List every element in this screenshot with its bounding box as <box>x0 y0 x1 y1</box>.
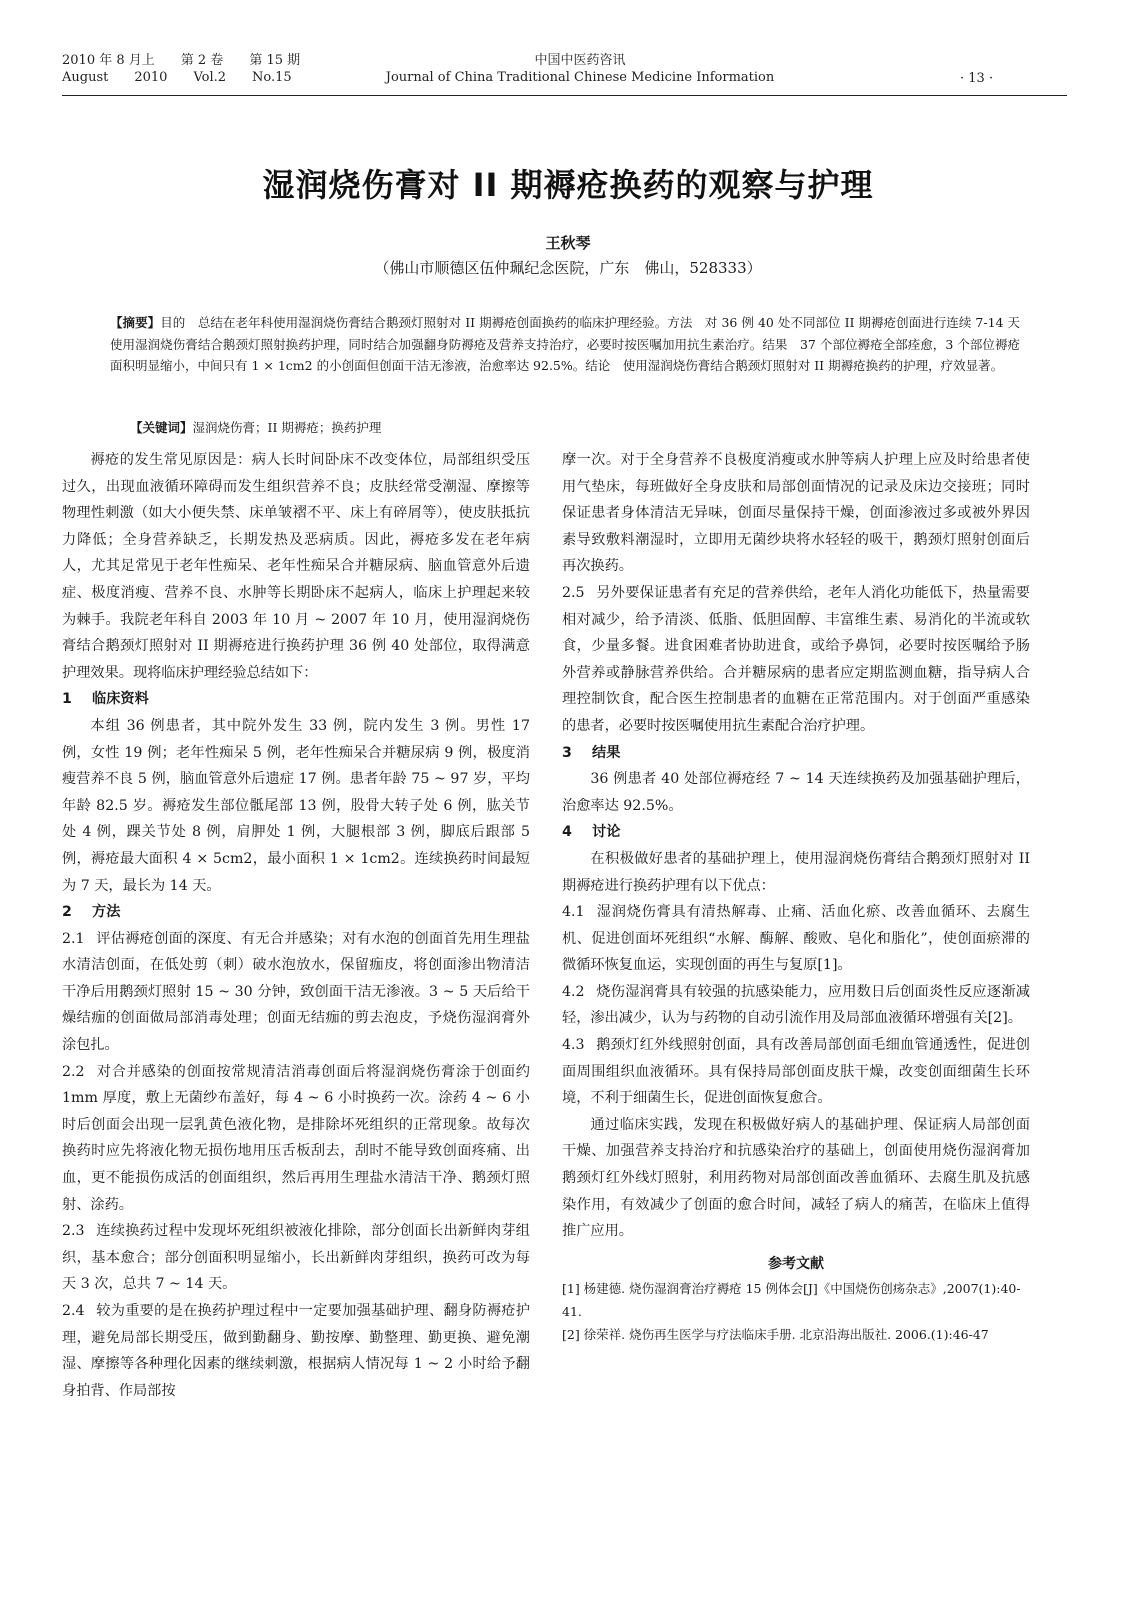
section-number: 3 <box>562 744 572 761</box>
issue-volume-cn: 第 2 卷 <box>180 53 224 68</box>
section-number: 1 <box>62 691 72 708</box>
subsection-text: 较为重要的是在换药护理过程中一定要加强基础护理、翻身防褥疮护理，避免局部长期受压，做到勤翻身、勤按摩、勤整理、勤更换、避免潮湿、摩擦等各种理化因素的继续刺激，根据病人情况每 1 ~ 2 小时给予翻身拍背、作局部按 <box>62 1303 530 1399</box>
section-heading-2 <box>62 899 530 926</box>
subsection-2-5 <box>562 580 1030 740</box>
page-number: · 13 · <box>960 71 994 86</box>
subsection-number: 2.2 <box>62 1063 85 1080</box>
references-heading: 参考文献 <box>768 1255 824 1272</box>
subsection-number: 2.5 <box>562 584 585 601</box>
journal-name-cn: 中国中医药咨讯 <box>534 53 626 68</box>
article-title: 湿润烧伤膏对 II 期褥疮换药的观察与护理 <box>262 166 874 204</box>
reference-item: [1] 杨建德. 烧伤湿润膏治疗褥疮 15 例体会[J]《中国烧伤创疡杂志》,2007(1):40-41. <box>562 1281 1021 1320</box>
subsection-text: 评估褥疮创面的深度、有无合并感染；对有水泡的创面首先用生理盐水清洁创面，在低处剪（刺）破水泡放水，保留痂皮，将创面渗出物清洁干净后用鹅颈灯照射 15 ~ 30 分钟，致创面干洁无渗液。3 ~ 5 天后给干燥结痂的创面做局部消毒处理；创面无结痂的剪去泡皮，予烧伤湿润膏外涂包扎。 <box>62 930 530 1054</box>
intro-paragraph: 褥疮的发生常见原因是：病人长时间卧床不改变体位，局部组织受压过久，出现血液循环障碍而发生组织营养不良；皮肤经常受潮湿、摩擦等物理性刺激（如大小便失禁、床单皱褶不平、床上有碎屑等），使皮肤抵抗力降低；全身营养缺乏，长期发热及恶病质。因此，褥疮多发在老年病人，尤其足常见于老年性痴呆、老年性痴呆合并糖尿病、脑血管意外后遗症、极度消瘦、营养不良、水肿等长期卧床不起病人，临床上护理起来较为棘手。我院老年科自 2003 年 10 月 ~ 2007 年 10 月，使用湿润烧伤膏结合鹅颈灯照射对 II 期褥疮进行换药护理 36 例 40 处部位，取得满意护理效果。现将临床护理经验总结如下： <box>62 452 530 681</box>
subsection-number: 4.1 <box>562 904 585 921</box>
journal-name-en: Journal of China Traditional Chinese Medicine Information <box>385 70 775 85</box>
section-heading-3 <box>562 740 1030 767</box>
issue-volume-en: Vol.2 <box>193 70 227 85</box>
section-1-paragraph: 本组 36 例患者，其中院外发生 33 例，院内发生 3 例。男性 17 例，女性 19 例；老年性痴呆 5 例，老年性痴呆合并糖尿病 9 例，极度消瘦营养不良 5 例，脑血管意外后遗症 17 例。患者年龄 75 ~ 97 岁，平均年龄 82.5 岁。褥疮发生部位骶尾部 13 例，股骨大转子处 6 例，肱关节处 4 例，踝关节处 8 例，肩胛处 1 例，大腿根部 3 例，脚底后跟部 5 例，褥疮最大面积 4 × 5cm2，最小面积 1 × 1cm2。连续换药时间最短为 7 天，最长为 14 天。 <box>62 717 530 894</box>
subsection-number: 4.2 <box>562 983 585 1000</box>
issue-number-en: No.15 <box>252 70 292 85</box>
issue-month-en: August <box>62 70 109 85</box>
article-affiliation: （佛山市顺德区伍仲珮纪念医院，广东 佛山，528333） <box>374 259 762 277</box>
issue-year-en: 2010 <box>134 70 168 85</box>
abstract-label: 【摘要】 <box>110 315 161 330</box>
left-column <box>62 447 530 1404</box>
subsection-number: 2.3 <box>62 1223 85 1240</box>
journal-issue-info <box>62 52 326 86</box>
section-heading-1 <box>62 686 530 713</box>
reference-item: [2] 徐荣祥. 烧伤再生医学与疗法临床手册. 北京沿海出版社. 2006.(1):46-47 <box>562 1327 989 1343</box>
section-title: 结果 <box>592 744 621 761</box>
section-heading-4 <box>562 819 1030 846</box>
keywords-label: 【关键词】 <box>130 420 193 435</box>
subsection-number: 2.1 <box>62 930 85 947</box>
subsection-2-2 <box>62 1059 530 1219</box>
abstract <box>110 312 1020 377</box>
article-author: 王秋琴 <box>545 234 591 252</box>
header-rule <box>62 95 1067 96</box>
subsection-2-1 <box>62 926 530 1059</box>
right-column <box>562 447 1030 1346</box>
conclusion-paragraph: 通过临床实践，发现在积极做好病人的基础护理、保证病人局部创面干燥、加强营养支持治疗和抗感染治疗的基础上，创面使用烧伤湿润膏加鹅颈灯红外线灯照射，利用药物对局部创面改善血循环、去腐生肌及抗感染作用，有效减少了创面的愈合时间，减轻了病人的痛苦，在临床上值得推广应用。 <box>562 1116 1030 1240</box>
keywords <box>130 418 381 438</box>
issue-number-cn: 第 15 期 <box>249 53 301 68</box>
issue-info-cn <box>62 52 326 69</box>
section-number: 2 <box>62 904 72 921</box>
section-title: 方法 <box>92 904 121 921</box>
subsection-number: 2.4 <box>62 1303 85 1319</box>
subsection-2-4-continued: 摩一次。对于全身营养不良极度消瘦或水肿等病人护理上应及时给患者使用气垫床，每班做好全身皮肤和局部创面情况的记录及床边交接班；同时保证患者身体清洁无异味，创面尽量保持干燥，创面渗液过多或被外界因素导致敷料潮湿时，立即用无菌纱块将水轻轻的吸干，鹅颈灯照射创面后再次换药。 <box>562 452 1030 575</box>
issue-info-en <box>62 69 326 86</box>
section-number: 4 <box>562 824 572 841</box>
subsection-4-1 <box>562 899 1030 979</box>
subsection-2-3 <box>62 1218 530 1298</box>
subsection-text: 另外要保证患者有充足的营养供给，老年人消化功能低下，热量需要相对减少，给予清淡、低脂、低胆固醇、丰富维生素、易消化的半流或软食，少量多餐。进食困难者协助进食，或给予鼻饲，必要时按医嘱给予肠外营养或静脉营养供给。合并糖尿病的患者应定期监测血糖，指导病人合理控制饮食，配合医生控制患者的血糖在正常范围内。对于创面严重感染的患者，必要时按医嘱使用抗生素配合治疗护理。 <box>562 584 1030 734</box>
section-3-paragraph: 36 例患者 40 处部位褥疮经 7 ~ 14 天连续换药及加强基础护理后，治愈率达 92.5%。 <box>562 771 1030 814</box>
subsection-number: 4.3 <box>562 1037 585 1054</box>
journal-name <box>380 52 780 86</box>
subsection-4-2 <box>562 979 1030 1032</box>
subsection-text: 湿润烧伤膏具有清热解毒、止痛、活血化瘀、改善血循环、去腐生机、促进创面坏死组织“水解、酶解、酸败、皂化和脂化”，使创面瘀滞的微循环恢复血运，实现创面的再生与复原[1]。 <box>562 904 1030 974</box>
abstract-text: 目的 总结在老年科使用湿润烧伤膏结合鹅颈灯照射对 II 期褥疮创面换药的临床护理经验。方法 对 36 例 40 处不同部位 II 期褥疮创面进行连续 7-14 天使用湿润烧伤膏结合鹅颈灯照射换药护理，同时结合加强翻身防褥疮及营养支持治疗，必要时按医嘱加用抗生素治疗。结果 37 个部位褥疮全部痊愈，3 个部位褥疮面积明显缩小，中间只有 1 × 1cm2 的小创面但创面干洁无渗液，治愈率达 92.5%。结论 使用湿润烧伤膏结合鹅颈灯照射对 II 期褥疮换药的护理，疗效显著。 <box>110 315 1020 373</box>
issue-date-cn: 2010 年 8 月上 <box>62 53 155 68</box>
section-4-intro: 在积极做好患者的基础护理上，使用湿润烧伤膏结合鹅颈灯照射对 II 期褥疮进行换药护理有以下优点： <box>562 850 1030 894</box>
subsection-4-3 <box>562 1032 1030 1112</box>
subsection-2-4 <box>62 1298 530 1404</box>
subsection-text: 鹅颈灯红外线照射创面，具有改善局部创面毛细血管通透性，促进创面周围组织血液循环。具有保持局部创面皮肤干燥，改变创面细菌生长环境，不利于细菌生长，促进创面恢复愈合。 <box>562 1037 1030 1107</box>
subsection-text: 烧伤湿润膏具有较强的抗感染能力，应用数日后创面炎性反应逐渐减轻，渗出减少，认为与药物的自动引流作用及局部血液循环增强有关[2]。 <box>562 983 1030 1027</box>
subsection-text: 对合并感染的创面按常规清洁消毒创面后将湿润烧伤膏涂于创面约 1mm 厚度，敷上无菌纱布盖好，每 4 ~ 6 小时换药一次。涂药 4 ~ 6 小时后创面会出现一层乳黄色液化物，是排除坏死组织的正常现象。故每次换药时应先将液化物无损伤地用压舌板刮去，刮时不能导致创面疼痛、出血，更不能损伤成活的创面组织，然后再用生理盐水清洁干净、鹅颈灯照射、涂药。 <box>62 1063 530 1213</box>
section-title: 讨论 <box>592 824 621 841</box>
keywords-text: 湿润烧伤膏；II 期褥疮；换药护理 <box>192 420 382 435</box>
section-title: 临床资料 <box>92 691 149 708</box>
subsection-text: 连续换药过程中发现坏死组织被液化排除，部分创面长出新鲜肉芽组织，基本愈合；部分创面积明显缩小，长出新鲜肉芽组织，换药可改为每天 3 次，总共 7 ~ 14 天。 <box>62 1223 530 1293</box>
